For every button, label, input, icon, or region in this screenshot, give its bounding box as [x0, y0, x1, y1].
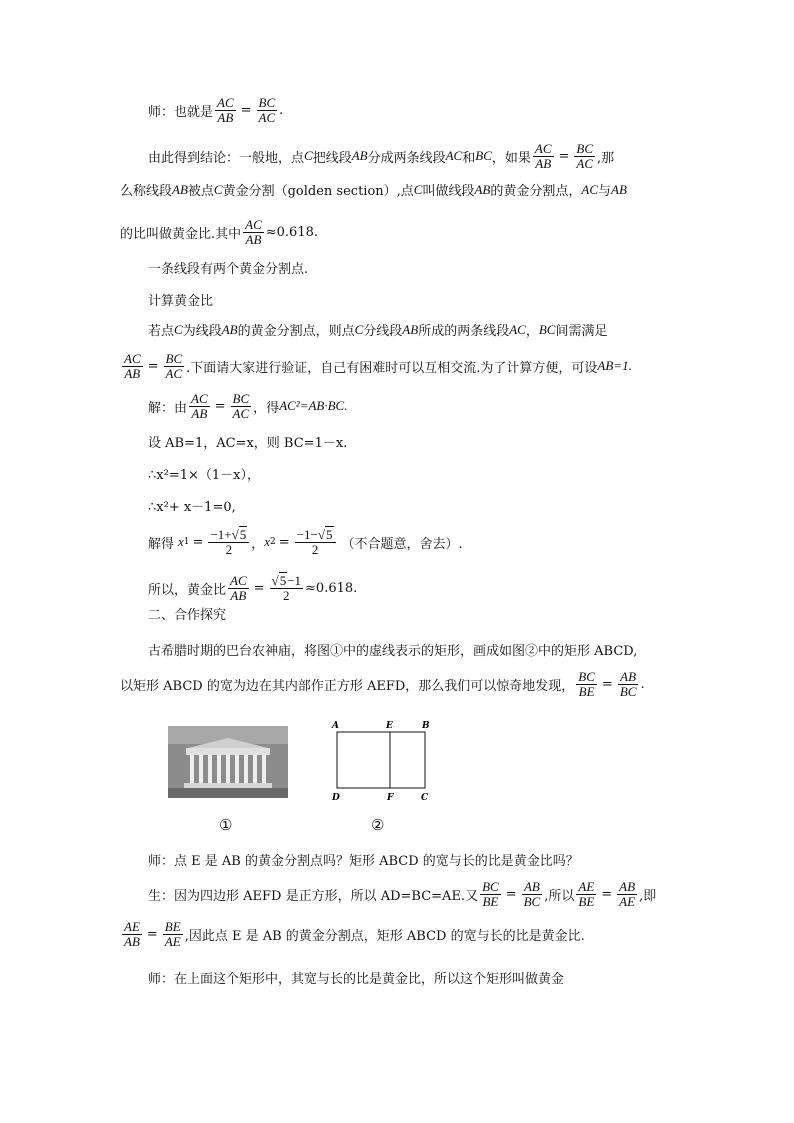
num [270, 574, 303, 589]
text: 与 [598, 184, 612, 199]
text: 二、合作探究 [148, 608, 227, 623]
fraction-ab-bc [522, 880, 543, 908]
num: AC [245, 217, 262, 232]
line-7 [120, 320, 708, 339]
den: BE [578, 683, 595, 699]
num: AB [523, 879, 540, 894]
num: AB [619, 879, 636, 894]
den: AB [124, 933, 140, 949]
equals: = [192, 534, 204, 550]
label-a: A [332, 721, 339, 731]
text: ,即 [639, 888, 657, 904]
den: BC [619, 683, 637, 699]
text: ≈0.618. [305, 580, 358, 596]
den: BE [482, 893, 499, 909]
den: 2 [311, 541, 319, 557]
den: 2 [225, 541, 233, 557]
den: AE [619, 893, 636, 909]
fraction-ae-be [576, 880, 596, 908]
den: AB [245, 231, 262, 247]
equals: = [601, 886, 613, 902]
text: 的黄金分割点，则点 [237, 324, 355, 339]
text: 一条线段有两个黄金分割点. [148, 262, 309, 277]
text: 以矩形 ABCD 的宽为边在其内部作正方形 AEFD，那么我们可以惊奇地发现， [120, 678, 575, 694]
den: AB [124, 365, 141, 381]
line-21 [120, 968, 708, 987]
var: AB [402, 321, 419, 337]
var: C [213, 181, 223, 197]
fraction-root2 [295, 528, 336, 556]
rectangle-abcd [330, 716, 440, 808]
text: 计算黄金比 [148, 294, 214, 309]
text: 分成两条线段 [367, 150, 446, 166]
text: 所以，黄金比 [148, 582, 227, 598]
period: . [640, 676, 645, 692]
var: BC [475, 148, 492, 164]
sqrt-sign: √ [231, 527, 239, 542]
text: 么称线段 [120, 184, 173, 199]
den: AC [258, 109, 276, 125]
num-pre: −1− [296, 527, 318, 542]
fraction-ac-ab [243, 218, 264, 246]
text: ,那 [597, 150, 615, 166]
text: ∴x²+ x－1=0, [148, 500, 236, 515]
fraction-ab-ae [617, 880, 637, 908]
var: C [413, 181, 423, 197]
fraction-ac-ab [122, 352, 143, 380]
text: 由此得到结论：一般地，点 [148, 150, 305, 166]
line-13 [120, 528, 708, 556]
text: .下面请大家进行验证，自己有困难时可以互相交流.为了计算方便，可设 [186, 360, 598, 376]
line-1 [120, 96, 708, 124]
var: C [174, 321, 183, 337]
fraction-ac-ab [215, 96, 236, 124]
line-10 [120, 432, 708, 451]
var: AC²=AB·BC. [279, 398, 348, 414]
text: 和 [462, 150, 476, 166]
num: AC [230, 573, 247, 588]
fraction-bc-ac [257, 96, 278, 124]
line-5 [120, 258, 708, 277]
num: AE [578, 879, 595, 894]
var: AB [172, 181, 188, 197]
equals: = [558, 148, 570, 164]
label-f: F [387, 793, 394, 803]
radicand: 5 [239, 527, 247, 542]
fraction-root3 [270, 574, 303, 602]
den: AC [165, 365, 183, 381]
text: ∴x²=1×（1－x）， [148, 468, 260, 483]
equals: = [214, 398, 226, 414]
label-b: B [422, 721, 430, 731]
var: AB [351, 148, 368, 164]
num: AC [124, 351, 141, 366]
text: ， [525, 324, 539, 339]
text: 生：因为四边形 AEFD 是正方形，所以 AD=BC=AE.又 [148, 888, 479, 904]
num [208, 528, 249, 543]
text: ，得 [253, 400, 280, 416]
num: BC [576, 141, 594, 156]
den: BE [578, 893, 595, 909]
equals: = [146, 926, 158, 942]
line-14 [120, 574, 708, 602]
var: C [354, 321, 364, 337]
num: BC [165, 351, 183, 366]
label-c: C [421, 793, 429, 803]
fraction-bc-be [576, 670, 597, 698]
caption-figure-1: ① [219, 816, 233, 834]
fraction-root1 [208, 528, 249, 556]
den: AB [535, 155, 552, 171]
line-3 [120, 180, 680, 199]
section-heading [120, 604, 708, 623]
parthenon-drawing [168, 726, 288, 798]
text: ≈0.618. [265, 224, 319, 240]
text: 所成的两条线段 [418, 324, 510, 339]
line-20 [120, 920, 680, 948]
equals: = [601, 676, 613, 692]
fraction-ac-ab [533, 142, 554, 170]
text: 的黄金分割点， [490, 184, 582, 199]
text: 师：也就是 [148, 104, 214, 120]
den: AB [230, 587, 247, 603]
line-6 [120, 290, 708, 309]
var: x [178, 534, 184, 550]
radicand: 5 [279, 573, 287, 588]
den: AB [191, 405, 208, 421]
den: AE [164, 933, 181, 949]
line-18 [120, 850, 708, 869]
text: ,因此点 E 是 AB 的黄金分割点，矩形 ABCD 的宽与长的比是黄金比. [184, 928, 585, 944]
equals: = [253, 580, 265, 596]
fraction-ae-ab [122, 920, 142, 948]
label-e: E [386, 721, 393, 731]
text: 解得 [148, 536, 175, 552]
fraction-bc-ac [574, 142, 595, 170]
line-4 [120, 218, 680, 246]
text: 把线段 [312, 150, 352, 166]
text: 被点 [187, 184, 214, 199]
text: 设 AB=1，AC=x，则 BC=1－x. [148, 436, 348, 451]
text: ，如果 [491, 150, 531, 166]
num: BE [164, 919, 181, 934]
num: AC [217, 95, 234, 110]
fraction-bc-ac [231, 392, 252, 420]
subscript: 1 [183, 537, 190, 548]
text: 分线段 [363, 324, 403, 339]
line-9 [120, 392, 708, 420]
line-11 [120, 464, 708, 483]
text: 叫做线段 [422, 184, 475, 199]
var: AB=1. [597, 358, 632, 374]
var: AC [581, 181, 598, 197]
den: AC [576, 155, 594, 171]
fraction-be-ae [163, 920, 183, 948]
var: AB [474, 181, 491, 197]
var: C [304, 148, 313, 164]
text: . [279, 102, 284, 118]
den: AB [217, 109, 234, 125]
line-17 [120, 670, 680, 698]
equals: = [240, 102, 252, 118]
equals: = [147, 358, 159, 374]
num-post: −1 [287, 573, 302, 588]
num: BC [578, 669, 595, 684]
num: BC [258, 95, 276, 110]
line-2 [120, 142, 708, 170]
text: （不合题意，舍去）. [341, 536, 463, 552]
text: ， [251, 536, 265, 552]
golden-rectangle-figure [330, 716, 440, 808]
num [295, 528, 336, 543]
num: AB [620, 669, 637, 684]
text: 间需满足 [555, 324, 608, 339]
text: 黄金分割（golden section）,点 [222, 184, 414, 199]
line-8 [120, 352, 680, 380]
den: 2 [283, 587, 290, 603]
fraction-bc-be [480, 880, 501, 908]
line-12 [120, 496, 708, 515]
label-d: D [332, 793, 340, 803]
fraction-bc-ac [164, 352, 185, 380]
parthenon-photo [168, 726, 288, 798]
fraction-ac-ab [189, 392, 210, 420]
radicand: 5 [326, 527, 333, 542]
text: ,所以 [544, 888, 575, 904]
var: AB [221, 321, 238, 337]
sqrt-sign: √ [317, 527, 325, 542]
text: 师：在上面这个矩形中，其宽与长的比是黄金比，所以这个矩形叫做黄金 [148, 972, 565, 987]
text: 解：由 [148, 400, 188, 416]
num: AE [124, 919, 140, 934]
var: AC [509, 321, 526, 337]
sqrt-sign: √ [271, 573, 279, 588]
num: BC [232, 391, 250, 406]
caption-figure-2: ② [371, 816, 385, 834]
var: x [264, 534, 271, 550]
subscript: 2 [270, 537, 276, 548]
fraction-ab-bc [618, 670, 639, 698]
num: AC [534, 141, 552, 156]
text: 师：点 E 是 AB 的黄金分割点吗？矩形 ABCD 的宽与长的比是黄金比吗？ [148, 854, 579, 869]
text: 古希腊时期的巴台农神庙，将图①中的虚线表示的矩形，画成如图②中的矩形 ABCD, [148, 644, 638, 659]
num-pre: −1+ [210, 527, 232, 542]
var: BC [538, 321, 556, 337]
var: AB [611, 181, 627, 197]
text: 的比叫做黄金比.其中 [120, 226, 242, 242]
text: 若点 [148, 324, 175, 339]
line-16 [120, 640, 708, 659]
den: AC [232, 405, 250, 421]
den: BC [523, 893, 541, 909]
num: BC [482, 879, 499, 894]
fraction-ac-ab [228, 574, 249, 602]
equals: = [278, 534, 290, 550]
text: 为线段 [182, 324, 222, 339]
equals: = [505, 886, 517, 902]
num: AC [191, 391, 208, 406]
var: AC [445, 148, 463, 164]
line-19 [120, 880, 708, 908]
